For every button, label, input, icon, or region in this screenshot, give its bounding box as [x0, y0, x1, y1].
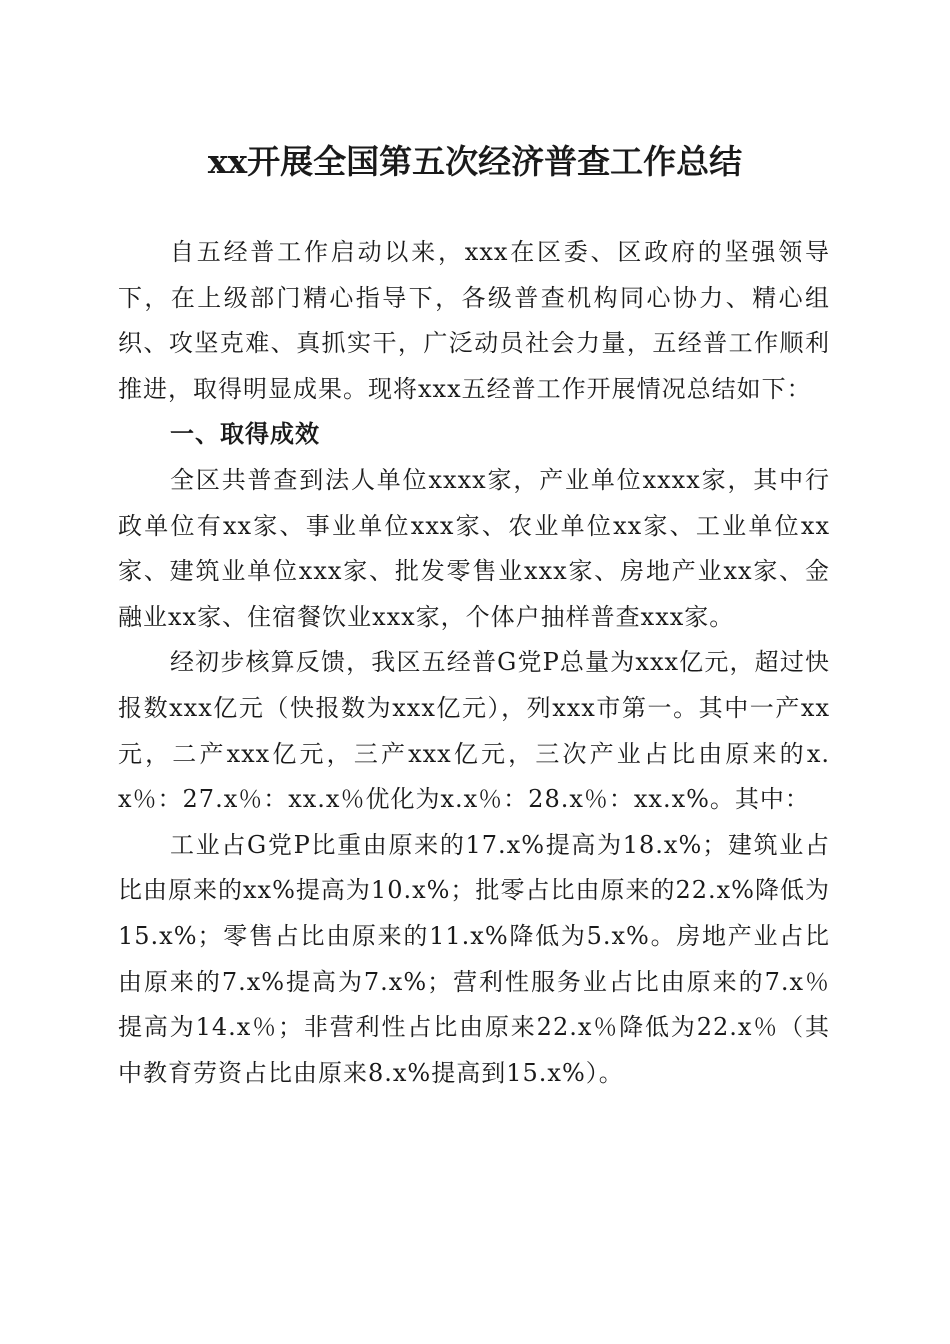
gdp-paragraph: 经初步核算反馈，我区五经普G党P总量为xxx亿元，超过快报数xxx亿元（快报数为xxx亿元），列xxx市第一。其中一产xx元，二产xxx亿元，三产xxx亿元，三次产业占比由原来的x.x％：27.x％：xx.x％优化为x.x％：28.x％：xx.x%。其中： [118, 648, 830, 814]
industry-share-paragraph: 工业占G党P比重由原来的17.x%提高为18.x%；建筑业占比由原来的xx%提高为10.x%；批零占比由原来的22.x%降低为15.x%；零售占比由原来的11.x%降低为5.x%。房地产业占比由原来的7.x%提高为7.x%；营利性服务业占比由原来的7.x％提高为14.x％；非营利性占比由原来22.x％降低为22.x％（其中教育劳资占比由原来8.x%提高到15.x%）。 [118, 830, 830, 1087]
document-body [118, 230, 830, 1096]
intro-paragraph: 自五经普工作启动以来，xxx在区委、区政府的坚强领导下，在上级部门精心指导下，各级普查机构同心协力、精心组织、攻坚克难、真抓实干，广泛动员社会力量，五经普工作顺利推进，取得明显成果。现将xxx五经普工作开展情况总结如下： [118, 238, 830, 403]
section-heading-achievements: 一、取得成效 [170, 420, 320, 449]
units-paragraph: 全区共普查到法人单位xxxx家，产业单位xxxx家，其中行政单位有xx家、事业单位xxx家、农业单位xx家、工业单位xx家、建筑业单位xxx家、批发零售业xxx家、房地产业xx家、金融业xx家、住宿餐饮业xxx家，个体户抽样普查xxx家。 [118, 465, 830, 631]
document-title: xx开展全国第五次经济普查工作总结 [207, 142, 743, 181]
